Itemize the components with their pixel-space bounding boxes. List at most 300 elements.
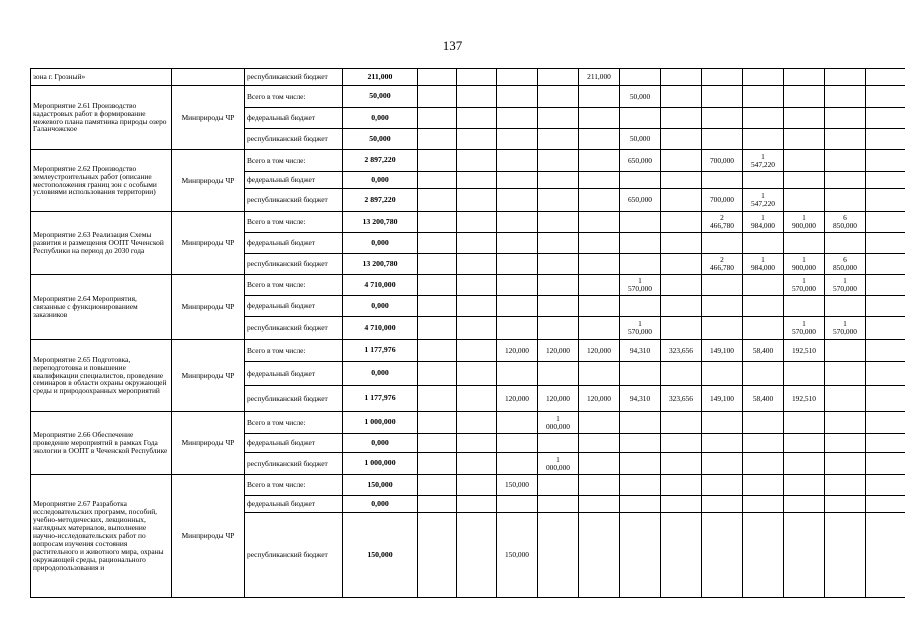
year-amount: 120,000: [579, 386, 620, 412]
year-amount: [579, 434, 620, 453]
year-amount: [661, 189, 702, 212]
year-amount: [497, 275, 538, 296]
year-amount: [497, 150, 538, 172]
year-amount: [661, 296, 702, 317]
total-amount: 0,000: [343, 296, 418, 317]
year-amount: 120,000: [538, 340, 579, 362]
year-amount: [457, 212, 497, 233]
year-amount: [702, 86, 743, 108]
year-amount: 1 984,000: [743, 212, 784, 233]
year-amount: [784, 412, 825, 434]
year-amount: [497, 496, 538, 513]
total-amount: 0,000: [343, 496, 418, 513]
year-amount: 149,100: [702, 386, 743, 412]
year-amount: [702, 513, 743, 598]
year-amount: [866, 69, 905, 86]
year-amount: [418, 317, 457, 340]
total-amount: 211,000: [343, 69, 418, 86]
year-amount: [457, 412, 497, 434]
total-amount: 0,000: [343, 434, 418, 453]
total-amount: 0,000: [343, 108, 418, 129]
funding-source: Всего в том числе:: [245, 150, 343, 172]
funding-source: Всего в том числе:: [245, 340, 343, 362]
year-amount: [418, 254, 457, 275]
year-amount: [457, 317, 497, 340]
executor-name: Минприроды ЧР: [172, 86, 245, 150]
year-amount: 120,000: [579, 340, 620, 362]
year-amount: [702, 496, 743, 513]
year-amount: [418, 434, 457, 453]
year-amount: [702, 362, 743, 386]
year-amount: [866, 340, 905, 362]
year-amount: [866, 172, 905, 189]
year-amount: [784, 434, 825, 453]
year-amount: [538, 362, 579, 386]
year-amount: [418, 69, 457, 86]
total-amount: 50,000: [343, 129, 418, 150]
year-amount: [825, 108, 866, 129]
year-amount: [538, 212, 579, 233]
year-amount: [457, 108, 497, 129]
year-amount: [743, 317, 784, 340]
total-amount: 1 000,000: [343, 453, 418, 475]
year-amount: [661, 496, 702, 513]
year-amount: 1 570,000: [620, 275, 661, 296]
year-amount: [866, 317, 905, 340]
year-amount: [457, 496, 497, 513]
funding-source: Всего в том числе:: [245, 212, 343, 233]
year-amount: [866, 453, 905, 475]
year-amount: [497, 212, 538, 233]
year-amount: [497, 254, 538, 275]
year-amount: [702, 108, 743, 129]
year-amount: [620, 254, 661, 275]
year-amount: [866, 362, 905, 386]
year-amount: 1 000,000: [538, 453, 579, 475]
year-amount: [457, 513, 497, 598]
year-amount: [457, 129, 497, 150]
year-amount: [866, 475, 905, 496]
year-amount: [743, 233, 784, 254]
year-amount: [620, 434, 661, 453]
year-amount: [538, 475, 579, 496]
year-amount: [825, 150, 866, 172]
year-amount: [784, 475, 825, 496]
year-amount: [866, 86, 905, 108]
year-amount: [579, 453, 620, 475]
year-amount: [661, 86, 702, 108]
year-amount: [825, 129, 866, 150]
year-amount: [418, 386, 457, 412]
year-amount: 50,000: [620, 86, 661, 108]
year-amount: [620, 233, 661, 254]
year-amount: [866, 150, 905, 172]
year-amount: [743, 412, 784, 434]
year-amount: [743, 129, 784, 150]
year-amount: [743, 496, 784, 513]
executor-cell: [172, 69, 245, 86]
year-amount: [661, 513, 702, 598]
year-amount: [661, 362, 702, 386]
year-amount: [538, 172, 579, 189]
year-amount: [579, 362, 620, 386]
year-amount: [418, 412, 457, 434]
funding-source: федеральный бюджет: [245, 362, 343, 386]
year-amount: [825, 475, 866, 496]
year-amount: 323,656: [661, 340, 702, 362]
year-amount: [825, 69, 866, 86]
year-amount: [661, 412, 702, 434]
year-amount: 2 466,780: [702, 212, 743, 233]
year-amount: [825, 386, 866, 412]
year-amount: 1 984,000: [743, 254, 784, 275]
table-row: [31, 69, 905, 86]
year-amount: [579, 317, 620, 340]
year-amount: [784, 69, 825, 86]
total-amount: 0,000: [343, 233, 418, 254]
year-amount: [620, 296, 661, 317]
year-amount: [702, 275, 743, 296]
measure-name: Мероприятие 2.62 Производство землеустроительных работ (описание местоположения границ зон с особыми условиями использования территории): [31, 150, 172, 212]
funding-source: республиканский бюджет: [245, 317, 343, 340]
total-amount: 0,000: [343, 172, 418, 189]
year-amount: [457, 386, 497, 412]
funding-source: федеральный бюджет: [245, 108, 343, 129]
table-row: [31, 275, 905, 296]
funding-source: республиканский бюджет: [245, 386, 343, 412]
year-amount: 94,310: [620, 386, 661, 412]
year-amount: [579, 475, 620, 496]
year-amount: [538, 254, 579, 275]
year-amount: [538, 317, 579, 340]
year-amount: [743, 362, 784, 386]
funding-source: федеральный бюджет: [245, 296, 343, 317]
year-amount: 1 547,220: [743, 150, 784, 172]
year-amount: [579, 129, 620, 150]
year-amount: [866, 108, 905, 129]
year-amount: [497, 86, 538, 108]
funding-source: федеральный бюджет: [245, 233, 343, 254]
year-amount: [538, 496, 579, 513]
year-amount: [579, 275, 620, 296]
year-amount: 120,000: [497, 386, 538, 412]
year-amount: [418, 233, 457, 254]
year-amount: [497, 233, 538, 254]
year-amount: [866, 129, 905, 150]
executor-name: Минприроды ЧР: [172, 475, 245, 598]
total-amount: 0,000: [343, 362, 418, 386]
year-amount: [497, 108, 538, 129]
year-amount: [418, 453, 457, 475]
year-amount: [661, 453, 702, 475]
year-amount: [620, 453, 661, 475]
year-amount: [743, 108, 784, 129]
year-amount: [825, 86, 866, 108]
year-amount: [702, 475, 743, 496]
total-amount: 13 200,780: [343, 212, 418, 233]
year-amount: 1 900,000: [784, 254, 825, 275]
year-amount: [620, 172, 661, 189]
total-amount: 1 000,000: [343, 412, 418, 434]
year-amount: [457, 172, 497, 189]
year-amount: [620, 362, 661, 386]
year-amount: 1 570,000: [784, 275, 825, 296]
page-number: 137: [442, 38, 463, 53]
year-amount: [579, 496, 620, 513]
year-amount: [620, 475, 661, 496]
year-amount: [538, 513, 579, 598]
year-amount: 211,000: [579, 69, 620, 86]
year-amount: [579, 172, 620, 189]
table-row: [31, 412, 905, 434]
year-amount: [418, 172, 457, 189]
year-amount: 1 570,000: [784, 317, 825, 340]
year-amount: [457, 340, 497, 362]
year-amount: [418, 340, 457, 362]
year-amount: [418, 189, 457, 212]
year-amount: [579, 86, 620, 108]
funding-source: Всего в том числе:: [245, 475, 343, 496]
year-amount: [457, 362, 497, 386]
year-amount: [661, 69, 702, 86]
year-amount: 1 570,000: [825, 275, 866, 296]
year-amount: [866, 275, 905, 296]
table-row: [31, 475, 905, 496]
year-amount: [538, 434, 579, 453]
year-amount: [538, 189, 579, 212]
year-amount: [866, 296, 905, 317]
year-amount: [702, 129, 743, 150]
total-amount: 13 200,780: [343, 254, 418, 275]
year-amount: [825, 453, 866, 475]
year-amount: [661, 108, 702, 129]
year-amount: [825, 434, 866, 453]
year-amount: [538, 296, 579, 317]
table-row: [31, 150, 905, 172]
year-amount: [784, 108, 825, 129]
year-amount: [743, 513, 784, 598]
year-amount: [784, 296, 825, 317]
year-amount: 650,000: [620, 150, 661, 172]
year-amount: [418, 275, 457, 296]
year-amount: 1 570,000: [620, 317, 661, 340]
year-amount: [866, 189, 905, 212]
year-amount: 120,000: [497, 340, 538, 362]
year-amount: [825, 189, 866, 212]
year-amount: [497, 317, 538, 340]
year-amount: [866, 513, 905, 598]
year-amount: [784, 513, 825, 598]
year-amount: [579, 412, 620, 434]
year-amount: [825, 172, 866, 189]
total-amount: 2 897,220: [343, 150, 418, 172]
year-amount: [457, 475, 497, 496]
funding-source: федеральный бюджет: [245, 496, 343, 513]
year-amount: [825, 513, 866, 598]
year-amount: [497, 412, 538, 434]
year-amount: 150,000: [497, 475, 538, 496]
year-amount: [661, 129, 702, 150]
year-amount: 58,400: [743, 386, 784, 412]
year-amount: [579, 513, 620, 598]
year-amount: [702, 69, 743, 86]
year-amount: [457, 150, 497, 172]
year-amount: [743, 86, 784, 108]
year-amount: [418, 212, 457, 233]
year-amount: [702, 233, 743, 254]
year-amount: [743, 69, 784, 86]
year-amount: [418, 362, 457, 386]
year-amount: [538, 69, 579, 86]
executor-name: Минприроды ЧР: [172, 412, 245, 475]
year-amount: 58,400: [743, 340, 784, 362]
measure-name: Мероприятие 2.65 Подготовка, переподготовка и повышение квалификации специалистов, проведение семинаров в области охраны окружающей среды и природоохранных мероприятий: [31, 340, 172, 412]
year-amount: [825, 233, 866, 254]
funding-source: федеральный бюджет: [245, 172, 343, 189]
year-amount: 1 547,220: [743, 189, 784, 212]
table-row: [31, 86, 905, 108]
year-amount: [538, 129, 579, 150]
year-amount: [579, 108, 620, 129]
year-amount: [866, 254, 905, 275]
year-amount: [620, 513, 661, 598]
year-amount: [825, 296, 866, 317]
year-amount: [661, 434, 702, 453]
year-amount: [784, 233, 825, 254]
year-amount: [579, 233, 620, 254]
year-amount: [825, 340, 866, 362]
measure-name: Мероприятие 2.66 Обеспечение проведение мероприятий в рамках Года экологии в ООПТ в Чеченской Республике: [31, 412, 172, 475]
year-amount: [418, 296, 457, 317]
year-amount: 700,000: [702, 150, 743, 172]
year-amount: [579, 150, 620, 172]
year-amount: [579, 254, 620, 275]
year-amount: [784, 362, 825, 386]
year-amount: [702, 317, 743, 340]
executor-name: Минприроды ЧР: [172, 150, 245, 212]
total-amount: 4 710,000: [343, 317, 418, 340]
funding-source: федеральный бюджет: [245, 434, 343, 453]
year-amount: [825, 496, 866, 513]
year-amount: [497, 172, 538, 189]
year-amount: [743, 453, 784, 475]
year-amount: [538, 86, 579, 108]
measure-name: Мероприятие 2.61 Производство кадастровых работ в формирование межевого плана памятника природы озеро Галанчожское: [31, 86, 172, 150]
total-amount: 1 177,976: [343, 386, 418, 412]
total-amount: 4 710,000: [343, 275, 418, 296]
year-amount: [457, 254, 497, 275]
year-amount: 2 466,780: [702, 254, 743, 275]
funding-source: Всего в том числе:: [245, 275, 343, 296]
year-amount: [661, 172, 702, 189]
year-amount: [418, 496, 457, 513]
year-amount: [457, 189, 497, 212]
executor-name: Минприроды ЧР: [172, 212, 245, 275]
year-amount: [661, 317, 702, 340]
year-amount: [702, 172, 743, 189]
executor-name: Минприроды ЧР: [172, 340, 245, 412]
year-amount: [497, 129, 538, 150]
year-amount: [497, 296, 538, 317]
year-amount: [579, 212, 620, 233]
executor-name: Минприроды ЧР: [172, 275, 245, 340]
year-amount: [784, 129, 825, 150]
year-amount: 150,000: [497, 513, 538, 598]
year-amount: 700,000: [702, 189, 743, 212]
year-amount: [661, 254, 702, 275]
year-amount: [743, 172, 784, 189]
year-amount: [661, 475, 702, 496]
year-amount: [784, 86, 825, 108]
year-amount: [579, 296, 620, 317]
year-amount: 94,310: [620, 340, 661, 362]
year-amount: [866, 496, 905, 513]
year-amount: [457, 434, 497, 453]
funding-source: республиканский бюджет: [245, 129, 343, 150]
total-amount: 50,000: [343, 86, 418, 108]
year-amount: 1 900,000: [784, 212, 825, 233]
year-amount: 149,100: [702, 340, 743, 362]
year-amount: [620, 108, 661, 129]
year-amount: [620, 212, 661, 233]
budget-table: [30, 68, 905, 598]
year-amount: 120,000: [538, 386, 579, 412]
year-amount: [418, 150, 457, 172]
year-amount: [743, 475, 784, 496]
table-row: [31, 212, 905, 233]
year-amount: [418, 86, 457, 108]
year-amount: [418, 513, 457, 598]
year-amount: [620, 69, 661, 86]
year-amount: [497, 189, 538, 212]
year-amount: [497, 453, 538, 475]
year-amount: [620, 496, 661, 513]
year-amount: [418, 129, 457, 150]
funding-source: республиканский бюджет: [245, 69, 343, 86]
table-row: [31, 340, 905, 362]
funding-source: республиканский бюджет: [245, 513, 343, 598]
year-amount: [784, 496, 825, 513]
year-amount: [825, 362, 866, 386]
measure-name: Мероприятие 2.64 Мероприятия, связанные с функционированием заказников: [31, 275, 172, 340]
year-amount: [457, 275, 497, 296]
year-amount: [538, 233, 579, 254]
year-amount: 1 570,000: [825, 317, 866, 340]
year-amount: [538, 108, 579, 129]
year-amount: 650,000: [620, 189, 661, 212]
measure-name: зона г. Грозный»: [31, 69, 172, 86]
year-amount: 50,000: [620, 129, 661, 150]
year-amount: [457, 69, 497, 86]
year-amount: [743, 296, 784, 317]
year-amount: 1 000,000: [538, 412, 579, 434]
year-amount: [702, 296, 743, 317]
total-amount: 150,000: [343, 513, 418, 598]
year-amount: [457, 233, 497, 254]
funding-source: республиканский бюджет: [245, 453, 343, 475]
year-amount: [743, 275, 784, 296]
year-amount: 323,656: [661, 386, 702, 412]
funding-source: Всего в том числе:: [245, 86, 343, 108]
year-amount: [784, 189, 825, 212]
year-amount: [661, 212, 702, 233]
year-amount: [702, 453, 743, 475]
total-amount: 1 177,976: [343, 340, 418, 362]
year-amount: [457, 86, 497, 108]
measure-name: Мероприятие 2.67 Разработка исследовательских программ, пособий, учебно-методических, лекционных, наглядных материалов, выполнение научно-исследовательских работ по вопросам изучения состояния растительного и животного мира, охраны окружающей среды, рационального природопользования и: [31, 475, 172, 598]
total-amount: 150,000: [343, 475, 418, 496]
year-amount: [743, 434, 784, 453]
